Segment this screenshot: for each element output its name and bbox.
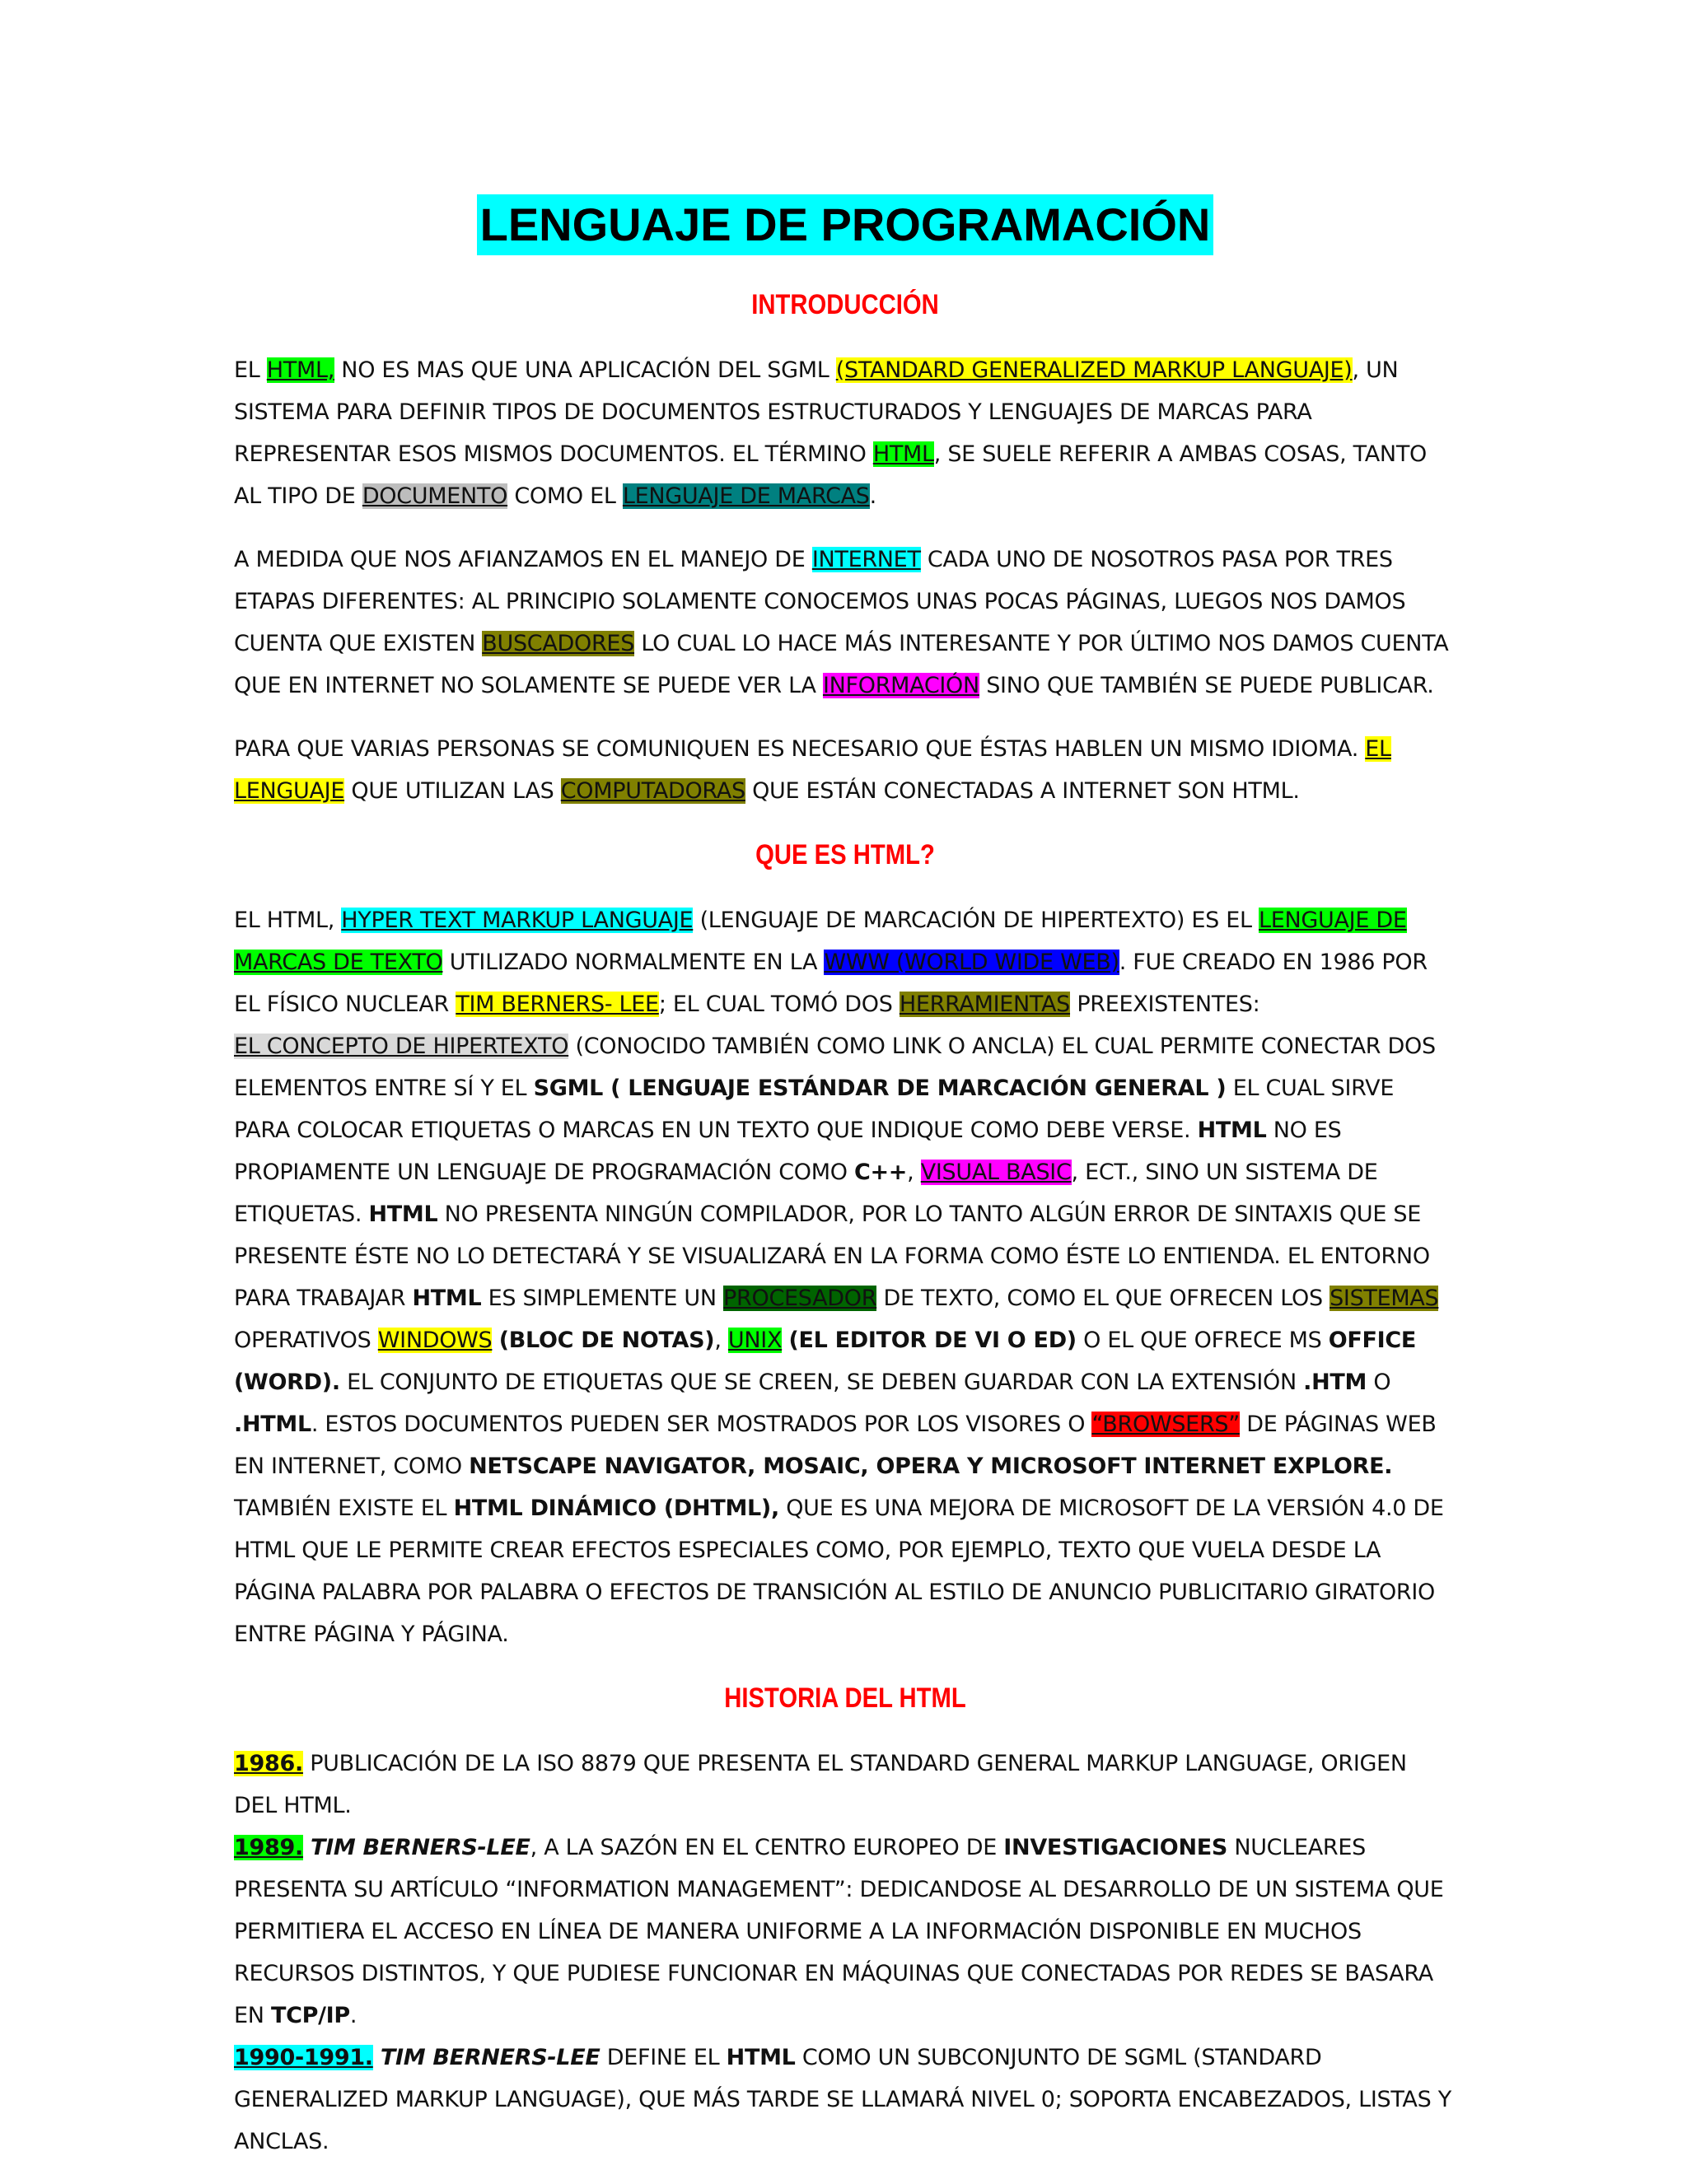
text-span: PREEXISTENTES:	[1070, 992, 1260, 1017]
highlight-unix: UNIX	[727, 1328, 783, 1353]
text-span: DEFINE EL	[600, 2045, 727, 2070]
text-span: O	[1367, 1370, 1391, 1395]
title-container	[234, 194, 1456, 255]
text-span: EL CUAL SIRVE PARA COLOCAR ETIQUETAS O MARCAS EN UN TEXTO QUE INDIQUE COMO DEBE VERSE.	[234, 1076, 1395, 1143]
text-span: LO CUAL LO HACE MÁS INTERESANTE Y POR ÚLTIMO NOS DAMOS CUENTA QUE EN INTERNET NO SOLAMENTE SE PUEDE VER LA	[234, 631, 1449, 698]
text-span: COMO EL	[507, 483, 623, 509]
highlight-www: WWW (WORLD WIDE WEB)	[824, 950, 1119, 975]
highlight-computadoras: COMPUTADORAS	[560, 778, 745, 804]
highlight-informacion: INFORMACIÓN	[822, 673, 979, 698]
name-tim-berners-lee: TIM BERNERS-LEE	[302, 1835, 530, 1860]
bold-htm-ext: .HTM	[1303, 1370, 1367, 1395]
year-1989: 1989.	[234, 1835, 303, 1860]
text-span: TAMBIÉN EXISTE EL	[234, 1496, 454, 1521]
text-span: QUE UTILIZAN LAS	[344, 778, 561, 804]
text-span: DE TEXTO, COMO EL QUE OFRECEN LOS	[876, 1286, 1330, 1311]
bold-office-word: OFFICE (WORD).	[234, 1328, 1417, 1395]
text-span: A MEDIDA QUE NOS AFIANZAMOS EN EL MANEJO DE	[234, 547, 812, 572]
bold-tcp-ip: TCP/IP	[270, 2003, 350, 2028]
bold-html-ext: .HTML	[234, 1412, 311, 1437]
highlight-visual-basic: VISUAL BASIC	[920, 1160, 1072, 1185]
bold-html: HTML	[726, 2045, 796, 2070]
text-span: EL CONJUNTO DE ETIQUETAS QUE SE CREEN, SE DEBEN GUARDAR CON LA EXTENSIÓN	[339, 1370, 1304, 1395]
text-span: .	[869, 483, 876, 509]
text-span: DE PÁGINAS WEB EN INTERNET, COMO	[234, 1412, 1437, 1479]
text-span: UTILIZADO NORMALMENTE EN LA	[442, 950, 825, 975]
name-tim-berners-lee: TIM BERNERS-LEE	[372, 2045, 600, 2070]
text-span: .	[349, 2003, 357, 2028]
text-span: EL HTML,	[234, 908, 342, 933]
section-heading-que-es-html: QUE ES HTML?	[755, 839, 935, 870]
highlight-browsers: “BROWSERS”	[1091, 1412, 1240, 1437]
text-span: SINO QUE TAMBIÉN SE PUEDE PUBLICAR.	[979, 673, 1434, 698]
highlight-html: HTML,	[266, 357, 335, 383]
section-heading-historia: HISTORIA DEL HTML	[724, 1682, 966, 1714]
text-span: . ESTOS DOCUMENTOS PUEDEN SER MOSTRADOS POR LOS VISORES O	[311, 1412, 1092, 1437]
text-span: COMO UN SUBCONJUNTO DE SGML (STANDARD GENERALIZED MARKUP LANGUAGE), QUE MÁS TARDE SE LLAMARÁ NIVEL 0; SOPORTA ENCABEZADOS, LISTAS Y ANCLAS.	[234, 2045, 1451, 2154]
highlight-documento: DOCUMENTO	[362, 483, 508, 509]
paragraph-historia	[234, 1743, 1456, 2163]
highlight-html-2: HTML	[872, 441, 934, 467]
paragraph-intro-3	[234, 728, 1456, 812]
highlight-hyper-text: HYPER TEXT MARKUP LANGUAJE	[341, 908, 694, 933]
highlight-sistemas: SISTEMAS	[1330, 1286, 1439, 1311]
text-span: EL	[234, 357, 267, 383]
text-span: . FUE CREADO EN 1986 POR EL FÍSICO NUCLEAR	[234, 950, 1428, 1017]
year-1990-1991: 1990-1991.	[234, 2045, 373, 2070]
bold-editor-vi: (EL EDITOR DE VI O ED)	[788, 1328, 1077, 1353]
document-content	[234, 194, 1456, 2184]
bold-html: HTML	[368, 1202, 438, 1227]
highlight-windows: WINDOWS	[377, 1328, 493, 1353]
highlight-lenguaje-de-marcas: LENGUAJE DE MARCAS	[622, 483, 870, 509]
bold-dhtml: HTML DINÁMICO (DHTML),	[453, 1496, 779, 1521]
page-title: LENGUAJE DE PROGRAMACIÓN	[477, 194, 1214, 255]
text-span: , A LA SAZÓN EN EL CENTRO EUROPEO DE	[530, 1835, 1004, 1860]
highlight-tim-berners-lee: TIM BERNERS- LEE	[456, 992, 659, 1017]
highlight-internet: INTERNET	[811, 547, 921, 572]
text-span: (LENGUAJE DE MARCACIÓN DE HIPERTEXTO) ES EL	[693, 908, 1259, 933]
paragraph-intro-2	[234, 539, 1456, 707]
text-span: ,	[907, 1160, 921, 1185]
highlight-sgml: (STANDARD GENERALIZED MARKUP LANGUAJE)	[835, 357, 1353, 383]
bold-cpp: C++	[853, 1160, 908, 1185]
text-span: ,	[714, 1328, 728, 1353]
text-span: CADA UNO DE NOSOTROS PASA POR TRES ETAPAS DIFERENTES: AL PRINCIPIO SOLAMENTE CONOCEMOS UNAS POCAS PÁGINAS, LUEGOS NOS DAMOS CUENTA QUE EXISTEN	[234, 547, 1406, 656]
highlight-herramientas: HERRAMIENTAS	[899, 992, 1071, 1017]
highlight-concepto-hipertexto: EL CONCEPTO DE HIPERTEXTO	[234, 1034, 569, 1059]
bold-html: HTML	[412, 1286, 482, 1311]
paragraph-intro-1	[234, 349, 1456, 517]
text-span: QUE ESTÁN CONECTADAS A INTERNET SON HTML.	[745, 778, 1300, 804]
text-span: (CONOCIDO TAMBIÉN COMO LINK O ANCLA) EL CUAL PERMITE CONECTAR DOS ELEMENTOS ENTRE SÍ Y EL	[234, 1034, 1436, 1101]
text-span: NO PRESENTA NINGÚN COMPILADOR, POR LO TANTO ALGÚN ERROR DE SINTAXIS QUE SE PRESENTE ÉSTE NO LO DETECTARÁ Y SE VISUALIZARÁ EN LA FORMA COMO ÉSTE LO ENTIENDA. EL ENTORNO PARA TRABAJAR	[234, 1202, 1430, 1311]
bold-bloc-de-notas: (BLOC DE NOTAS)	[498, 1328, 715, 1353]
highlight-el-lenguaje: EL LENGUAJE	[234, 736, 1391, 804]
year-1986: 1986.	[234, 1751, 303, 1776]
text-span: NO ES PROPIAMENTE UN LENGUAJE DE PROGRAMACIÓN COMO	[234, 1118, 1342, 1185]
text-span: NO ES MAS QUE UNA APLICACIÓN DEL SGML	[334, 357, 836, 383]
text-span: , ECT., SINO UN SISTEMA DE ETIQUETAS.	[234, 1160, 1378, 1227]
highlight-buscadores: BUSCADORES	[482, 631, 635, 656]
text-span: ES SIMPLEMENTE UN	[481, 1286, 724, 1311]
text-span: PUBLICACIÓN DE LA ISO 8879 QUE PRESENTA EL STANDARD GENERAL MARKUP LANGUAGE, ORIGEN DEL HTML.	[234, 1751, 1407, 1818]
text-span: QUE ES UNA MEJORA DE MICROSOFT DE LA VERSIÓN 4.0 DE HTML QUE LE PERMITE CREAR EFECTOS ESPECIALES COMO, POR EJEMPLO, TEXTO QUE VUELA DESDE LA PÁGINA PALABRA POR PALABRA O EFECTOS DE TRANSICIÓN AL ESTILO DE ANUNCIO PUBLICITARIO GIRATORIO ENTRE PÁGINA Y PÁGINA.	[234, 1496, 1444, 1647]
highlight-procesador: PROCESADOR	[723, 1286, 877, 1311]
text-span: , UN SISTEMA PARA DEFINIR TIPOS DE DOCUMENTOS ESTRUCTURADOS Y LENGUAJES DE MARCAS PARA REPRESENTAR ESOS MISMOS DOCUMENTOS. EL TÉRMINO	[234, 357, 1399, 467]
highlight-lenguaje-marcas-texto: LENGUAJE DE MARCAS DE TEXTO	[234, 908, 1407, 975]
text-span: OPERATIVOS	[234, 1328, 378, 1353]
bold-sgml: SGML ( LENGUAJE ESTÁNDAR DE MARCACIÓN GENERAL )	[533, 1076, 1227, 1101]
bold-browser-list: NETSCAPE NAVIGATOR, MOSAIC, OPERA Y MICROSOFT INTERNET EXPLORE.	[469, 1454, 1393, 1479]
bold-html: HTML	[1197, 1118, 1267, 1143]
text-span: PARA QUE VARIAS PERSONAS SE COMUNIQUEN ES NECESARIO QUE ÉSTAS HABLEN UN MISMO IDIOMA.	[234, 736, 1366, 762]
text-span: ; EL CUAL TOMÓ DOS	[658, 992, 900, 1017]
section-heading-introduccion: INTRODUCCIÓN	[751, 289, 939, 320]
bold-investigaciones: INVESTIGACIONES	[1003, 1835, 1228, 1860]
paragraph-que-es-html	[234, 899, 1456, 1655]
text-span: O EL QUE OFRECE MS	[1076, 1328, 1329, 1353]
text-span: , SE SUELE REFERIR A AMBAS COSAS, TANTO AL TIPO DE	[234, 441, 1427, 509]
text-span	[492, 1328, 498, 1353]
text-span: NUCLEARES PRESENTA SU ARTÍCULO “INFORMATION MANAGEMENT”: DEDICANDOSE AL DESARROLLO DE UN SISTEMA QUE PERMITIERA EL ACCESO EN LÍNEA DE MANERA UNIFORME A LA INFORMACIÓN DISPONIBLE EN MUCHOS RECURSOS DISTINTOS, Y QUE PUDIESE FUNCIONAR EN MÁQUINAS QUE CONECTADAS POR REDES SE BASARA EN	[234, 1835, 1444, 2028]
